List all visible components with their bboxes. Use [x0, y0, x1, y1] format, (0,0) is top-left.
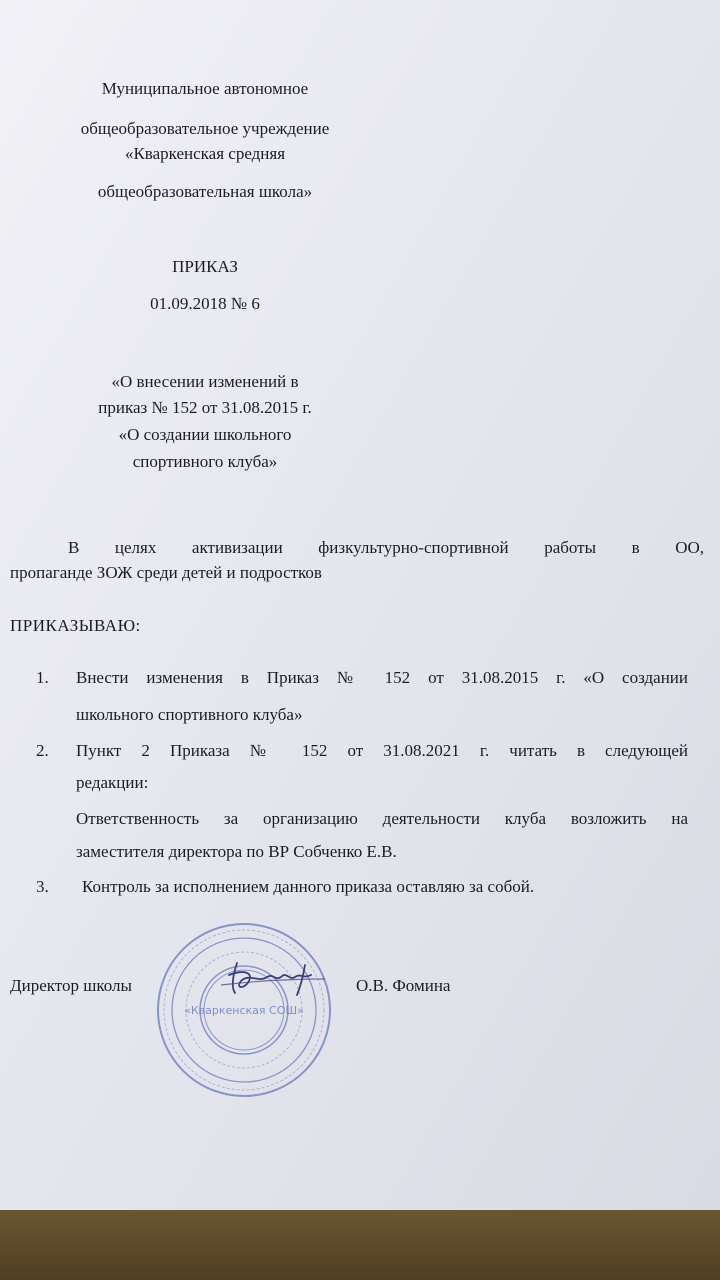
- item-3-line-1: Контроль за исполнением данного приказа оставляю за собой.: [82, 877, 535, 896]
- command-word: ПРИКАЗЫВАЮ:: [10, 616, 141, 635]
- item-3-number: 3.: [36, 877, 49, 896]
- signature-position: Директор школы: [10, 976, 132, 995]
- official-stamp: [152, 918, 337, 1103]
- header-line-4: общеобразовательная школа»: [97, 182, 313, 201]
- subject-line-2: приказ № 152 от 31.08.2015 г.: [98, 398, 312, 417]
- handwritten-signature: [215, 955, 330, 1000]
- order-title: ПРИКАЗ: [172, 257, 238, 276]
- item-2-line-2: редакции:: [76, 773, 149, 792]
- stamp-text: «Кваркенская СОШ»: [184, 1004, 304, 1017]
- signature-name: О.В. Фомина: [356, 976, 451, 995]
- item-2-line-3: Ответственность за организацию деятельности клуба возложить на: [76, 809, 688, 828]
- item-1-number: 1.: [36, 668, 49, 687]
- floor-background: [0, 1210, 720, 1280]
- item-2-line-1: Пункт 2 Приказа № 152 от 31.08.2021 г. читать в следующей: [76, 741, 688, 760]
- item-1-line-2: школьного спортивного клуба»: [76, 705, 303, 724]
- item-1-line-1: Внести изменения в Приказ № 152 от 31.08.2015 г. «О создании: [76, 668, 688, 687]
- header-line-3: «Кваркенская средняя: [124, 144, 286, 163]
- item-2-number: 2.: [36, 741, 49, 760]
- subject-line-3: «О создании школьного: [118, 425, 292, 444]
- header-line-2: общеобразовательное учреждение: [80, 119, 330, 138]
- subject-line-1: «О внесении изменений в: [111, 372, 299, 391]
- preamble-line-2: пропаганде ЗОЖ среди детей и подростков: [10, 563, 322, 582]
- order-date-number: 01.09.2018 № 6: [150, 294, 260, 313]
- item-2-line-4: заместителя директора по ВР Собченко Е.В.: [76, 842, 397, 861]
- preamble-line-1: В целях активизации физкультурно-спортивной работы в ОО,: [68, 538, 704, 557]
- subject-line-4: спортивного клуба»: [132, 452, 278, 471]
- header-line-1: Муниципальное автономное: [101, 79, 309, 98]
